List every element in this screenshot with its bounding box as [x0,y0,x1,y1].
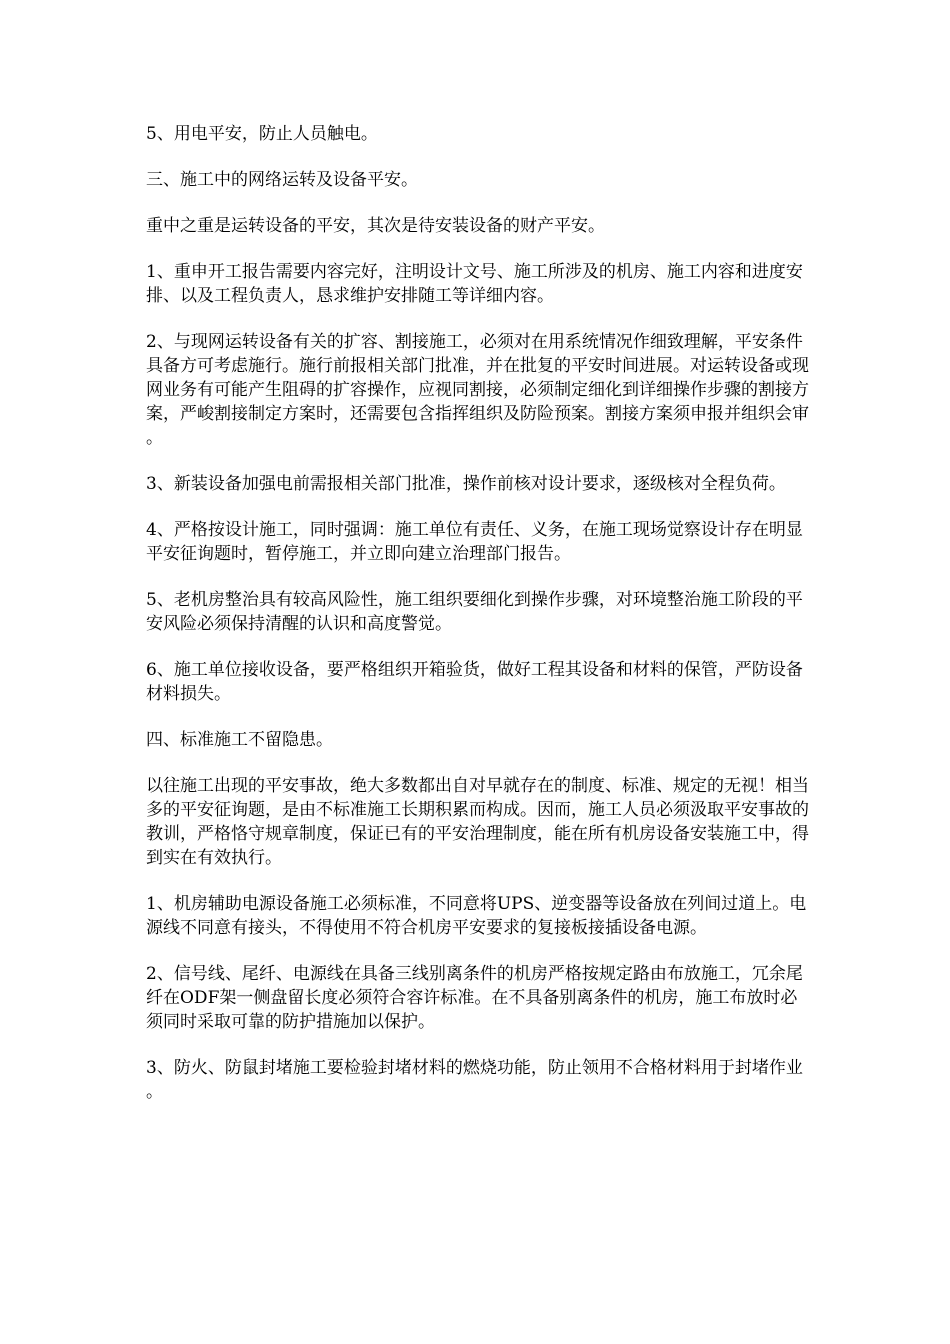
paragraph-item-5-safety: 5、用电平安，防止人员触电。 [146,124,378,144]
paragraph-item-1-report: 1、重申开工报告需要内容完好，注明设计文号、施工所涉及的机房、施工内容和进度安排、以及工程负责人，恳求维护安排随工等详细内容。 [146,262,803,306]
paragraph-item-4-design: 4、严格按设计施工，同时强调：施工单位有责任、义务，在施工现场觉察设计存在明显平安征询题时，暂停施工，并立即向建立治理部门报告。 [146,520,803,564]
section-heading-4: 四、标准施工不留隐患。 [146,730,333,750]
paragraph-item-5-old-room: 5、老机房整治具有较高风险性，施工组织要细化到操作步骤，对环境整治施工阶段的平安风险必须保持清醒的认识和高度警觉。 [146,590,803,634]
paragraph-item-2-cabling: 2、信号线、尾纤、电源线在具备三线别离条件的机房严格按规定路由布放施工，冗余尾纤在ODF架一侧盘留长度必须符合容许标准。在不具备别离条件的机房，施工布放时必须同时采取可靠的防护措施加以保护。 [146,964,803,1032]
paragraph-section-4-intro: 以往施工出现的平安事故，绝大多数都出自对早就存在的制度、标准、规定的无视！相当多的平安征询题，是由不标准施工长期积累而构成。因而，施工人员必须汲取平安事故的教训，严格恪守规章制度，保证已有的平安治理制度，能在所有机房设备安装施工中，得到实在有效执行。 [146,776,809,868]
paragraph-item-3-power-on: 3、新装设备加强电前需报相关部门批准，操作前核对设计要求，逐级核对全程负荷。 [146,474,786,494]
paragraph-item-1-power-supply: 1、机房辅助电源设备施工必须标准，不同意将UPS、逆变器等设备放在列间过道上。电源线不同意有接头，不得使用不符合机房平安要求的复接板接插设备电源。 [146,894,807,938]
document-body [146,122,810,1126]
paragraph-item-6-equipment: 6、施工单位接收设备，要严格组织开箱验货，做好工程其设备和材料的保管，严防设备材料损失。 [146,660,803,704]
section-heading-3: 三、施工中的网络运转及设备平安。 [146,170,418,190]
paragraph-section-3-intro: 重中之重是运转设备的平安，其次是待安装设备的财产平安。 [146,216,605,236]
paragraph-item-3-fire-sealing: 3、防火、防鼠封堵施工要检验封堵材料的燃烧功能，防止领用不合格材料用于封堵作业。 [146,1058,803,1102]
paragraph-item-2-cutover: 2、与现网运转设备有关的扩容、割接施工，必须对在用系统情况作细致理解，平安条件具备方可考虑施行。施行前报相关部门批准，并在批复的平安时间进展。对运转设备或现网业务有可能产生阻碍的扩容操作，应视同割接，必须制定细化到详细操作步骤的割接方案，严峻割接制定方案时，还需要包含指挥组织及防险预案。割接方案须申报并组织会审。 [146,332,809,448]
